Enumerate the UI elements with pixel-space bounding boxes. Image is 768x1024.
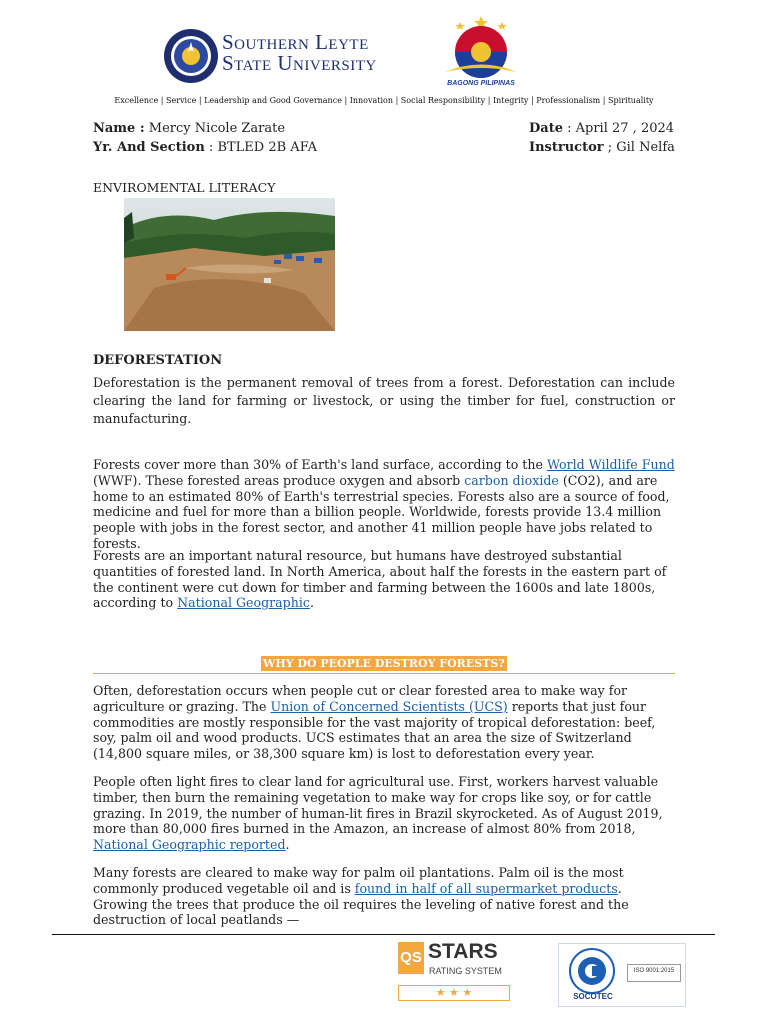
text: Forests are an important natural resource, but humans have destroyed substantial quantities of forested land. In North America, about half the forests in the eastern part of the continent were cut down for timber and farming between the 1600s and late 1800s, according to <box>93 548 667 611</box>
text: (CO2), and are home to an estimated 80% of Earth's terrestrial species. Forests also are a source of food, medicine and fuel for more than a billion people. Worldwide, forests provide 13.4 million people with jobs in the forest sector, and another 41 million people have jobs related to forests. <box>93 472 670 551</box>
bagong-pilipinas-text: BAGONG PILIPINAS <box>447 80 515 87</box>
stars-row: ★ ★ ★ <box>398 985 510 1001</box>
name-row <box>93 121 285 136</box>
instructor-label: Instructor <box>529 140 604 155</box>
instructor-row <box>529 140 675 155</box>
text: reports that just four commodities are mostly responsible for the vast majority of tropical deforestation: beef, soy, palm oil and wood products. UCS estimates that an area the size of Switzerland (14,800 square miles, or 38,300 square km) is lost to deforestation every year. <box>93 698 656 762</box>
subject-title: ENVIROMENTAL LITERACY <box>93 180 276 195</box>
university-name <box>222 32 377 74</box>
section-row <box>93 140 317 155</box>
date-label: Date <box>529 121 563 136</box>
university-seal <box>163 28 219 84</box>
name-label: Name : <box>93 121 145 136</box>
text: People often light fires to clear land for agricultural use. First, workers harvest valuable timber, then burn the remaining vegetation to make way for crops like soy, or for cattle grazing. In 2019, the number of human-lit fires in Brazil skyrocketed. As of August 2019, more than 80,000 fires burned in the Amazon, an increase of almost 80% from 2018, <box>93 774 663 837</box>
paragraph-definition: Deforestation is the permanent removal of trees from a forest. Deforestation can include clearing the land for farming or livestock, or using the timber for fuel, construction or manufacturing. <box>93 375 675 426</box>
heading-deforestation: DEFORESTATION <box>93 353 223 368</box>
why-heading-bar <box>93 655 675 674</box>
paragraph-agriculture <box>93 683 675 762</box>
heading-why-destroy: WHY DO PEOPLE DESTROY FORESTS? <box>263 657 505 670</box>
university-name-line2: State University <box>222 51 377 75</box>
deforestation-photo <box>124 198 335 331</box>
text: . <box>285 837 290 853</box>
university-name-line1: Southern Leyte <box>222 30 369 54</box>
qs-stars-logo <box>398 942 510 1000</box>
paragraph-forests-cover <box>93 457 675 552</box>
instructor-value: ; Gil Nelfa <box>603 140 675 155</box>
paragraph-natural-resource <box>93 548 675 611</box>
iso-text: ISO 9001:2015 <box>633 968 675 974</box>
paragraph-palm-oil <box>93 865 675 928</box>
link-world-wildlife-fund[interactable]: World Wildlife Fund <box>546 457 675 472</box>
text: Forests cover more than 30% of Earth's land surface, according to the <box>93 457 547 472</box>
link-national-geographic[interactable]: National Geographic <box>177 595 310 611</box>
paragraph-fires <box>93 774 675 853</box>
rating-system-text: RATING SYSTEM <box>429 966 502 976</box>
text: (WWF). These forested areas produce oxygen and absorb <box>93 472 465 488</box>
text: Many forests are cleared to make way for palm oil plantations. Palm oil is the most commonly produced vegetable oil and is <box>93 865 624 896</box>
text: . Growing the trees that produce the oil requires the leveling of native forest and the destruction of local peatlands — <box>93 880 629 928</box>
qs-mark: QS <box>398 942 424 974</box>
link-national-geographic-reported[interactable]: National Geographic reported <box>93 837 286 853</box>
section-value: : BTLED 2B AFA <box>204 140 317 155</box>
iso-badge <box>627 964 681 982</box>
date-value: : April 27 , 2024 <box>562 121 675 136</box>
socotec-iso-logo <box>558 943 686 1007</box>
bagong-pilipinas-logo <box>440 12 522 92</box>
footer-divider <box>52 934 715 935</box>
core-values-line: Excellence | Service | Leadership and Good Governance | Innovation | Social Responsibility | Integrity | Professionalism | Spirituality <box>114 96 654 105</box>
name-value: Mercy Nicole Zarate <box>144 121 286 136</box>
text: . <box>309 595 314 611</box>
link-ucs[interactable]: Union of Concerned Scientists (UCS) <box>270 698 508 714</box>
section-label: Yr. And Section <box>93 140 205 155</box>
text: Often, deforestation occurs when people cut or clear forested area to make way for agriculture or grazing. The <box>93 683 628 714</box>
link-carbon-dioxide[interactable]: carbon dioxide <box>464 472 559 488</box>
socotec-text: SOCOTEC <box>573 992 613 1001</box>
socotec-emblem-icon <box>567 946 617 996</box>
date-row <box>529 121 674 136</box>
stars-text: STARS <box>428 940 498 963</box>
link-supermarket-products[interactable]: found in half of all supermarket products <box>354 880 618 896</box>
